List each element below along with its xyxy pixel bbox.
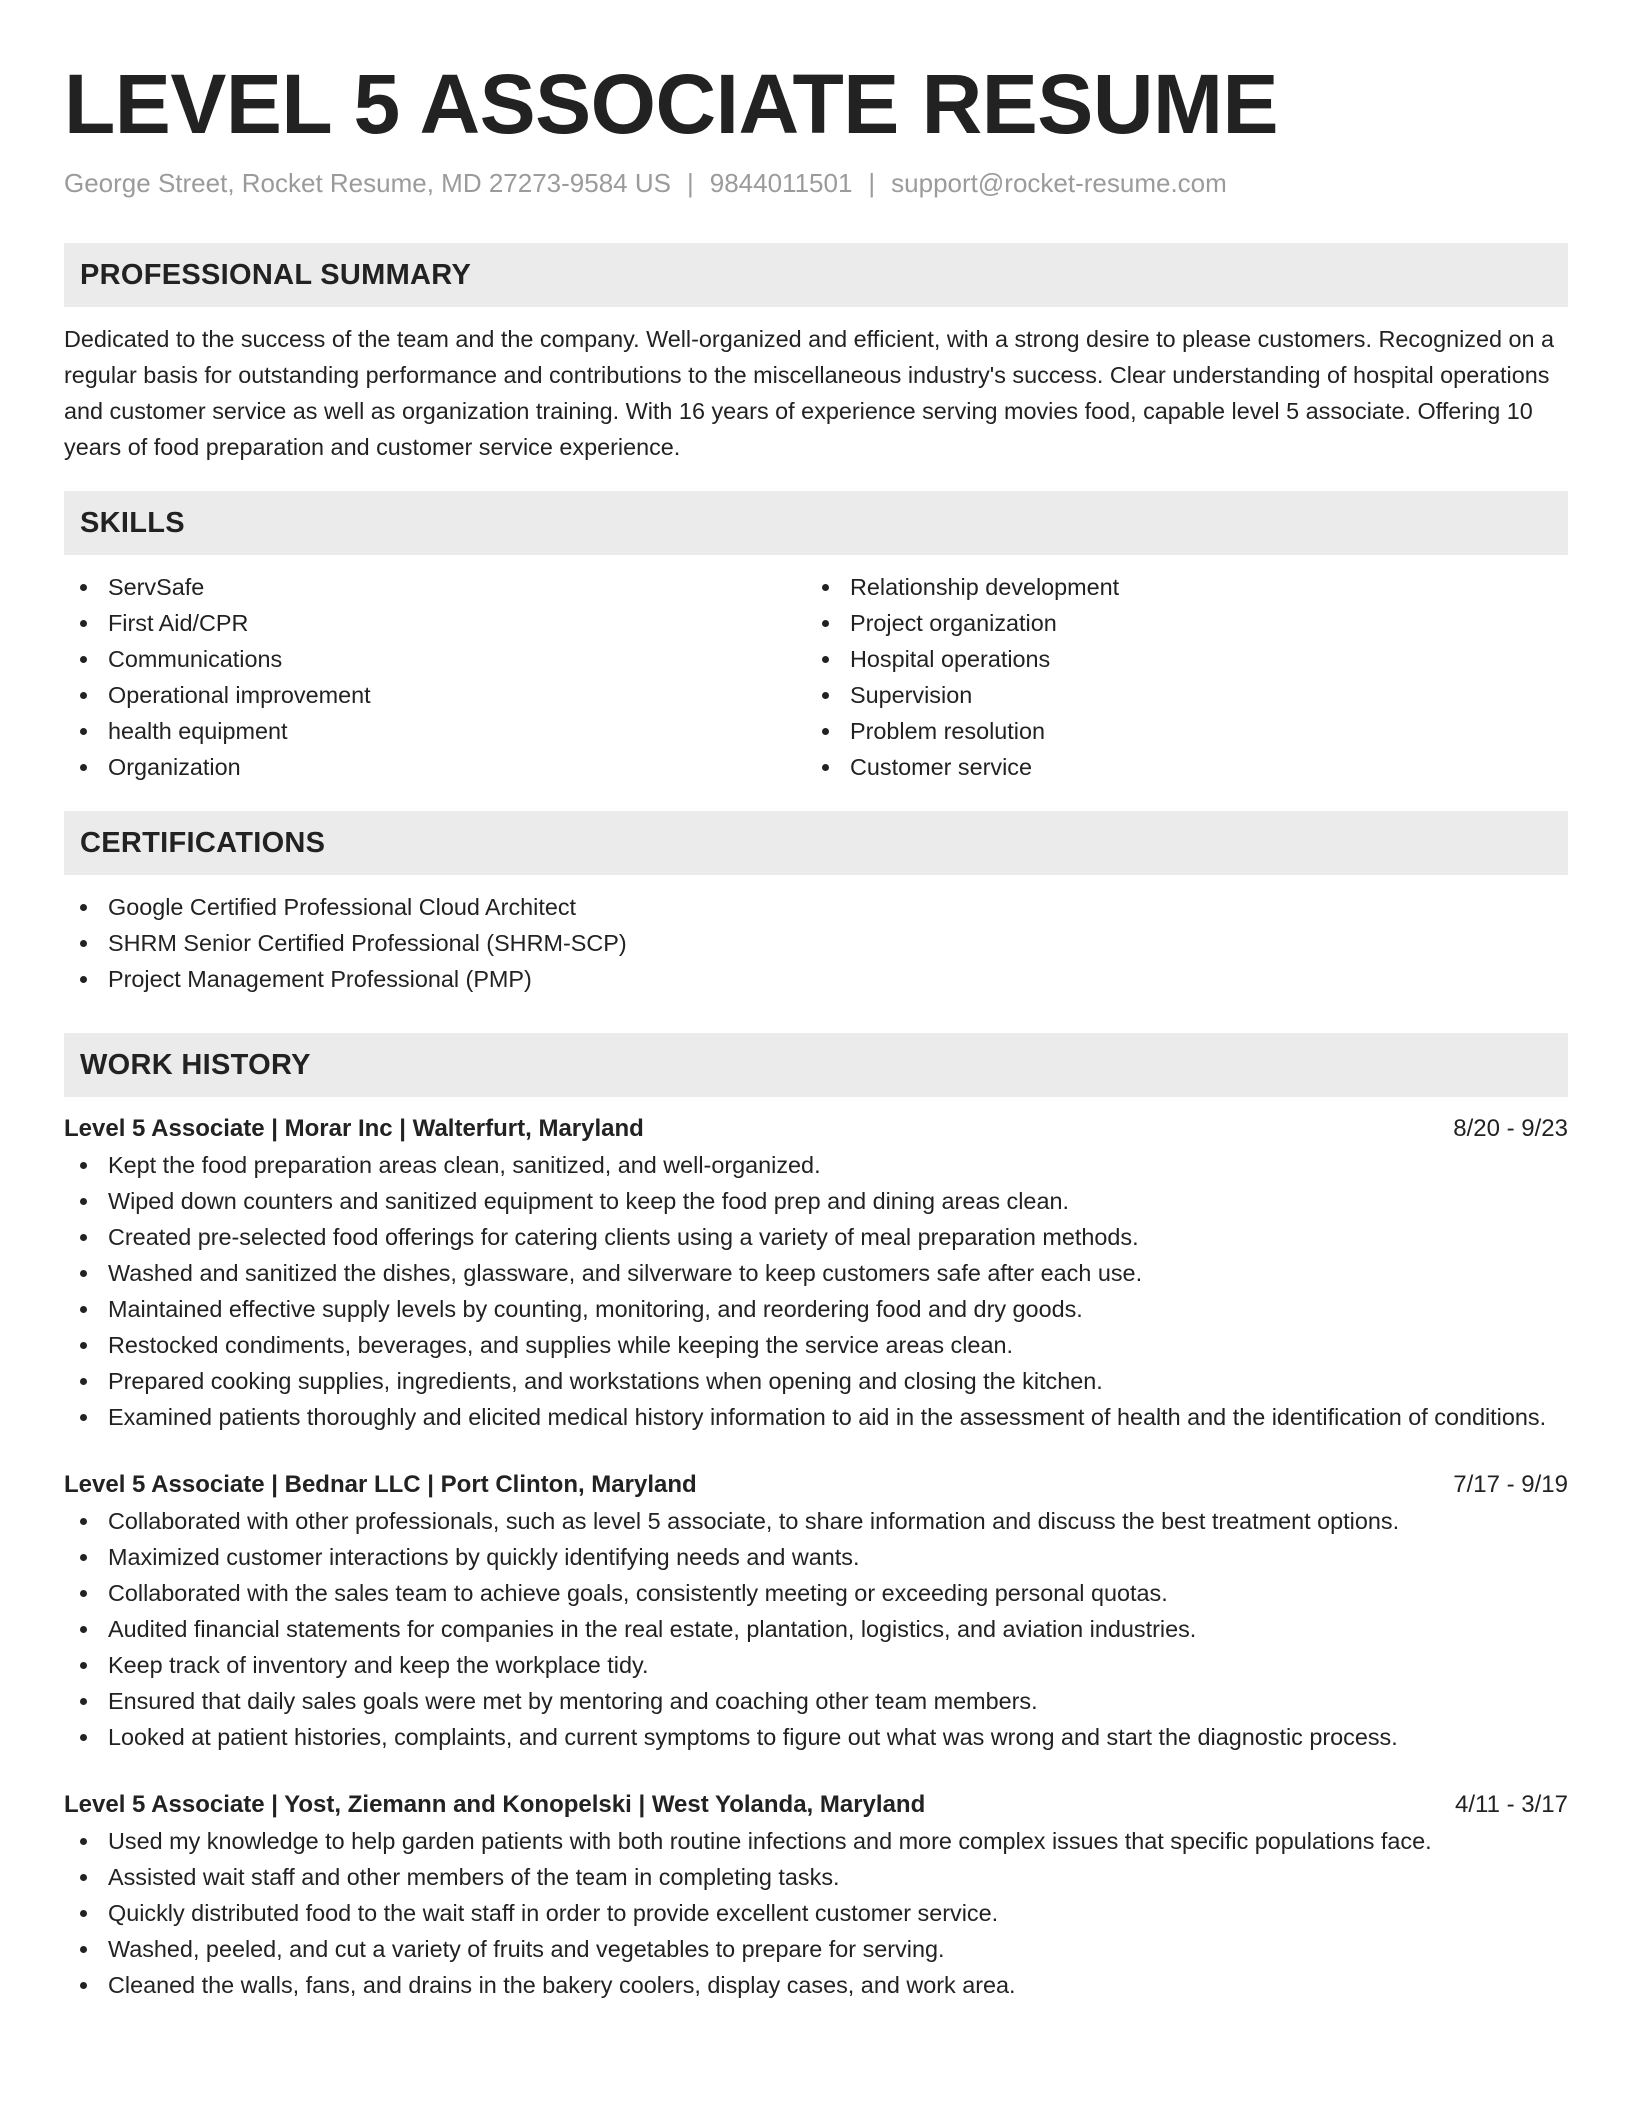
certification-item: Project Management Professional (PMP): [64, 961, 1568, 997]
job-bullet: Kept the food preparation areas clean, sanitized, and well-organized.: [64, 1147, 1568, 1183]
job-bullet: Washed and sanitized the dishes, glassware, and silverware to keep customers safe after each use.: [64, 1255, 1568, 1291]
skill-item: Relationship development: [806, 569, 1548, 605]
job-title: Level 5 Associate | Morar Inc | Walterfurt, Maryland: [64, 1115, 644, 1142]
job-dates: 7/17 - 9/19: [1453, 1471, 1568, 1498]
skill-item: health equipment: [64, 713, 806, 749]
skill-item: Hospital operations: [806, 641, 1548, 677]
certification-item: Google Certified Professional Cloud Architect: [64, 889, 1568, 925]
job-bullet: Washed, peeled, and cut a variety of fruits and vegetables to prepare for serving.: [64, 1931, 1568, 1967]
work-history-heading: WORK HISTORY: [64, 1033, 1568, 1097]
job-bullet: Quickly distributed food to the wait staff in order to provide excellent customer service.: [64, 1895, 1568, 1931]
summary-heading: PROFESSIONAL SUMMARY: [64, 243, 1568, 307]
job-title: Level 5 Associate | Bednar LLC | Port Clinton, Maryland: [64, 1471, 697, 1498]
skills-grid: [64, 569, 1568, 785]
job-bullets: [64, 1503, 1568, 1755]
skill-item: Operational improvement: [64, 677, 806, 713]
job-header: [64, 1467, 1568, 1503]
resume-title: LEVEL 5 ASSOCIATE RESUME: [64, 57, 1278, 151]
skill-item: Communications: [64, 641, 806, 677]
contact-phone: 9844011501: [709, 168, 853, 198]
job-title: Level 5 Associate | Yost, Ziemann and Konopelski | West Yolanda, Maryland: [64, 1791, 926, 1818]
job-bullet: Examined patients thoroughly and elicited medical history information to aid in the assessment of health and the identification of conditions.: [64, 1399, 1568, 1435]
summary-text: Dedicated to the success of the team and the company. Well-organized and efficient, with a strong desire to please customers. Recognized on a regular basis for outstanding performance and contributions to the miscellaneous industry's success. Clear understanding of hospital operations and customer service as well as organization training. With 16 years of experience serving movies food, capable level 5 associate. Offering 10 years of food preparation and customer service experience.: [64, 326, 1555, 460]
job-bullet: Cleaned the walls, fans, and drains in the bakery coolers, display cases, and work area.: [64, 1967, 1568, 2003]
job-entry: [64, 1787, 1568, 2003]
job-bullet: Audited financial statements for companies in the real estate, plantation, logistics, and aviation industries.: [64, 1611, 1568, 1647]
skill-item: ServSafe: [64, 569, 806, 605]
job-bullet: Wiped down counters and sanitized equipment to keep the food prep and dining areas clean.: [64, 1183, 1568, 1219]
job-header: [64, 1111, 1568, 1147]
job-header: [64, 1787, 1568, 1823]
job-bullet: Ensured that daily sales goals were met by mentoring and coaching other team members.: [64, 1683, 1568, 1719]
job-entry: [64, 1111, 1568, 1435]
contact-line: [64, 168, 1568, 199]
certification-item: SHRM Senior Certified Professional (SHRM-SCP): [64, 925, 1568, 961]
job-bullet: Prepared cooking supplies, ingredients, and workstations when opening and closing the kitchen.: [64, 1363, 1568, 1399]
contact-address: George Street, Rocket Resume, MD 27273-9584 US: [64, 168, 671, 198]
job-bullet: Collaborated with the sales team to achieve goals, consistently meeting or exceeding personal quotas.: [64, 1575, 1568, 1611]
job-bullet: Used my knowledge to help garden patients with both routine infections and more complex issues that specific populations face.: [64, 1823, 1568, 1859]
skill-item: Project organization: [806, 605, 1548, 641]
job-dates: 8/20 - 9/23: [1453, 1115, 1568, 1142]
certifications-list: [64, 889, 1568, 997]
skills-heading: SKILLS: [64, 491, 1568, 555]
skill-item: Organization: [64, 749, 806, 785]
job-bullet: Maintained effective supply levels by counting, monitoring, and reordering food and dry goods.: [64, 1291, 1568, 1327]
job-bullet: Assisted wait staff and other members of the team in completing tasks.: [64, 1859, 1568, 1895]
job-entry: [64, 1467, 1568, 1755]
skills-list-right: [806, 569, 1548, 785]
contact-separator: |: [686, 168, 694, 198]
skill-item: First Aid/CPR: [64, 605, 806, 641]
contact-email: support@rocket-resume.com: [891, 168, 1227, 198]
job-bullet: Collaborated with other professionals, such as level 5 associate, to share information and discuss the best treatment options.: [64, 1503, 1568, 1539]
contact-separator: |: [868, 168, 876, 198]
job-bullets: [64, 1147, 1568, 1435]
skill-item: Customer service: [806, 749, 1548, 785]
certifications-heading: CERTIFICATIONS: [64, 811, 1568, 875]
skill-item: Problem resolution: [806, 713, 1548, 749]
job-bullet: Created pre-selected food offerings for catering clients using a variety of meal preparation methods.: [64, 1219, 1568, 1255]
job-bullet: Restocked condiments, beverages, and supplies while keeping the service areas clean.: [64, 1327, 1568, 1363]
job-bullet: Looked at patient histories, complaints, and current symptoms to figure out what was wrong and start the diagnostic process.: [64, 1719, 1568, 1755]
skills-list-left: [64, 569, 806, 785]
job-dates: 4/11 - 3/17: [1455, 1791, 1568, 1818]
job-bullet: Keep track of inventory and keep the workplace tidy.: [64, 1647, 1568, 1683]
skill-item: Supervision: [806, 677, 1548, 713]
job-bullet: Maximized customer interactions by quickly identifying needs and wants.: [64, 1539, 1568, 1575]
job-bullets: [64, 1823, 1568, 2003]
